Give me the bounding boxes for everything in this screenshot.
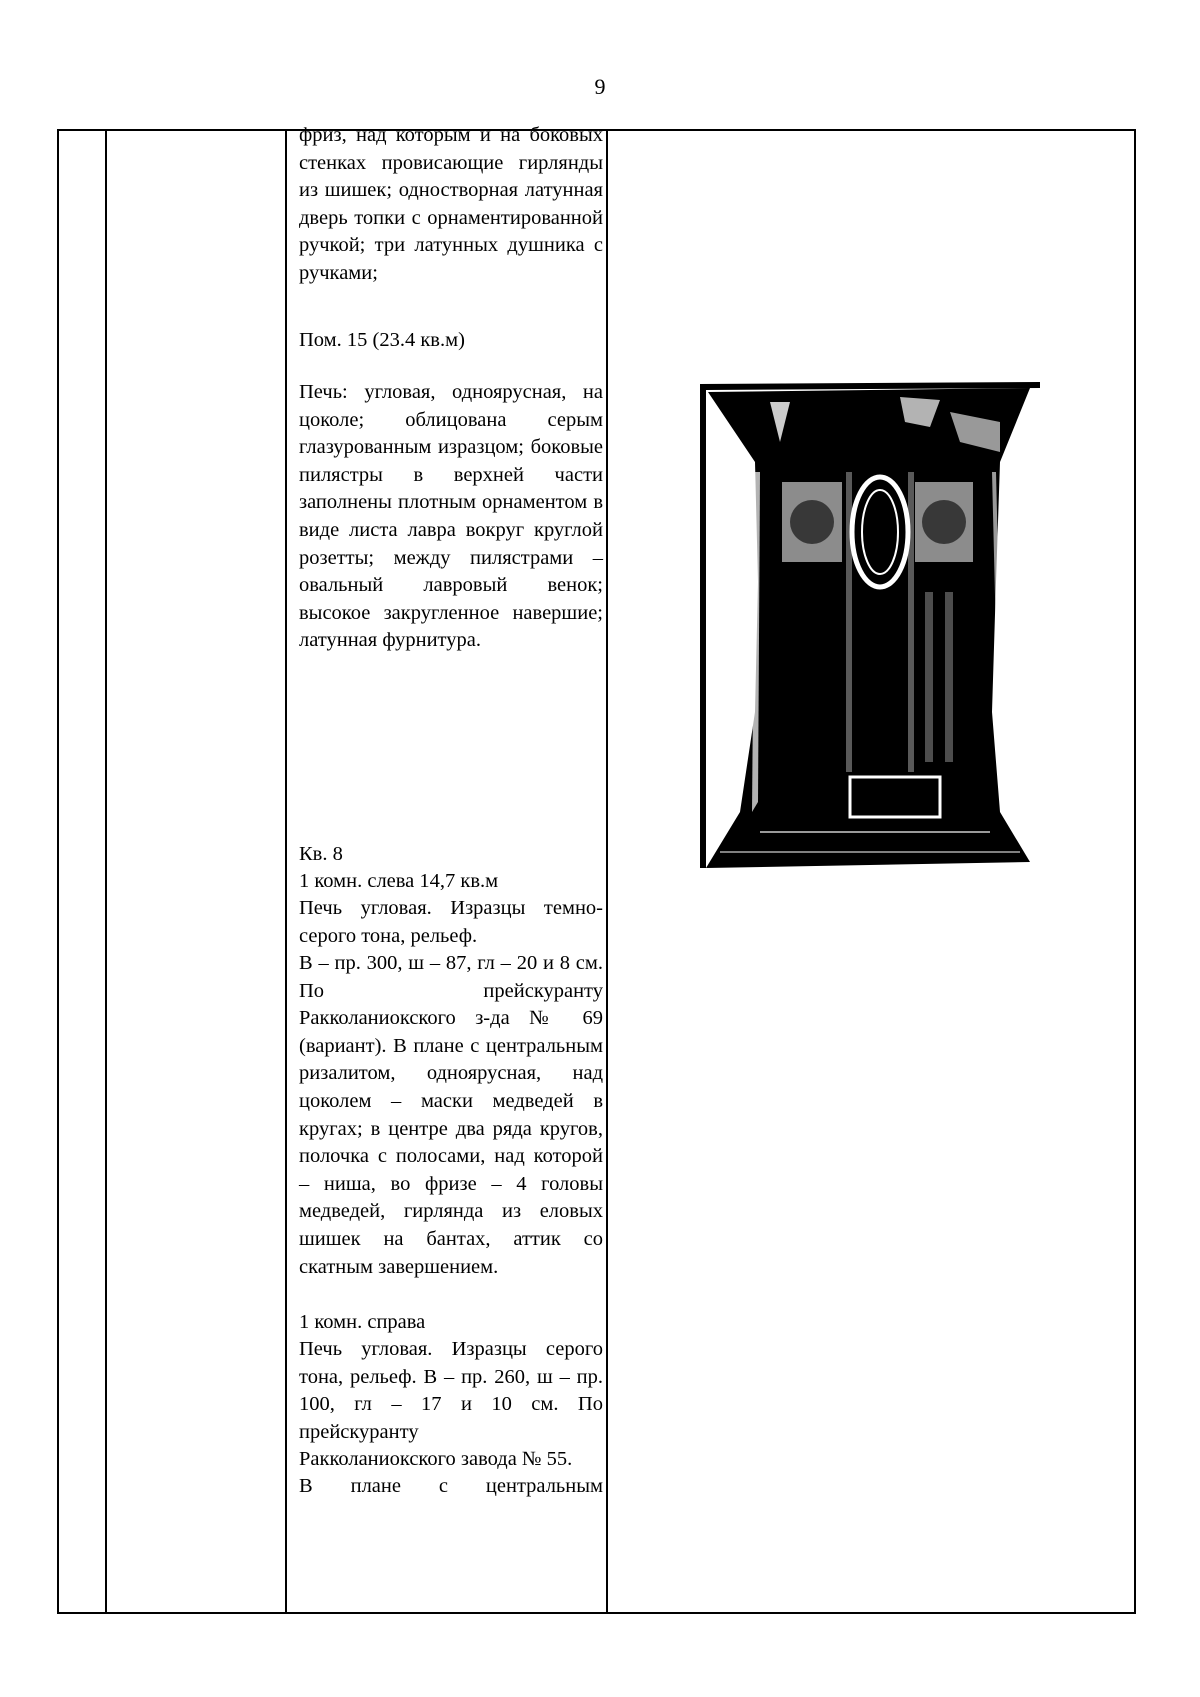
page-number: 9 — [594, 74, 606, 99]
inventory-table — [57, 124, 1136, 1614]
text-block-room-15: Пом. 15 (23.4 кв.м) — [299, 329, 465, 351]
text-block-apartment-8: Кв. 8 — [299, 843, 343, 865]
text-block-plan-continued: В плане с центральным — [299, 1475, 603, 1497]
text-block-stove-room-left-intro: Печь угловая. Изразцы темно-серого тона, рельеф. — [299, 897, 603, 947]
text-block-room-left: 1 комн. слева 14,7 кв.м — [299, 870, 499, 892]
column-divider-1 — [105, 131, 107, 1612]
column-divider-3 — [606, 131, 608, 1612]
stove-photo — [700, 382, 1043, 868]
text-block-factory-55: Ракколаниокского завода № 55. — [299, 1448, 573, 1470]
text-block-stove-continued: фриз, над которым и на боковых стенках провисающие гирлянды из шишек; одностворная латунная дверь топки с орнаментированной ручкой; три латунных душника с ручками; — [299, 124, 603, 284]
column-divider-2 — [285, 131, 287, 1612]
text-block-stove-room-right: Печь угловая. Изразцы серого тона, рельеф. В – пр. 260, ш – пр. 100, гл – 17 и 10 см. По прейскуранту — [299, 1338, 603, 1443]
text-block-room-right: 1 комн. справа — [299, 1311, 426, 1333]
text-block-stove-room-left-details: В – пр. 300, ш – 87, гл – 20 и 8 см. По прейскуранту Ракколаниокского з-да № 69 (вариант). В плане с центральным ризалитом, одноярусная, над цоколем – маски медведей в кругах; в центре два ряда кругов, полочка с полосами, над которой – ниша, во фризе – 4 головы медведей, гирлянда из еловых шишек на бантах, аттик со скатным завершением. — [299, 952, 603, 1278]
text-block-stove-room-15: Печь: угловая, одноярусная, на цоколе; облицована серым глазурованным изразцом; боковые пилястры в верхней части заполнены плотным орнаментом в виде листа лавра вокруг круглой розетты; между пилястрами – овальный лавровый венок; высокое закругленное навершие; латунная фурнитура. — [299, 381, 603, 652]
